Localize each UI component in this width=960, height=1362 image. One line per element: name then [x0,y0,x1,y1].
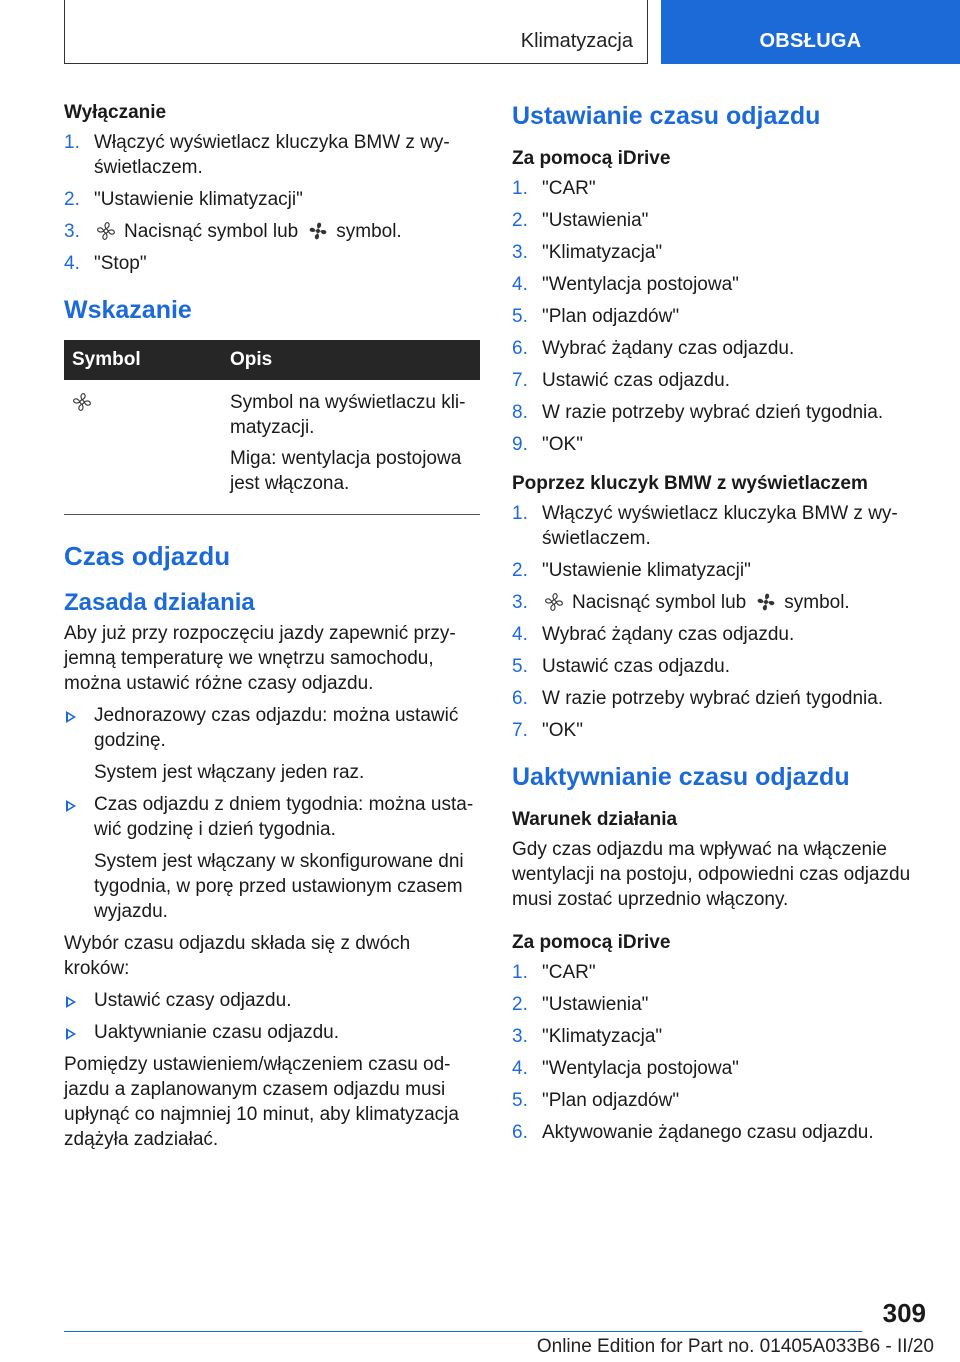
step-text: "Plan odjazdów" [542,306,680,327]
step-text: "OK" [542,720,583,741]
steps-intro: Wybór czasu odjazdu składa się z dwóch kroków: [64,933,411,979]
idrive-activate-steps [512,960,922,1145]
right-column [512,100,922,1152]
list-item [64,988,480,1013]
step-number: 3. [512,1026,528,1047]
list-item [512,432,922,457]
step-number: 5. [512,306,528,327]
step-text: "CAR" [542,962,596,983]
step-text: Wybrać żądany czas odjazdu. [542,624,795,645]
step-text: Wybrać żądany czas odjazdu. [542,338,795,359]
indication-heading: Wskazanie [64,296,192,324]
triangle-bullet-icon [66,711,76,723]
idrive-activate-heading: Za pomocą iDrive [512,932,671,953]
chapter-tab [661,0,960,64]
step-number: 4. [512,274,528,295]
triangle-bullet-icon [66,1028,76,1040]
list-item [512,176,922,201]
key-display-steps [512,501,922,743]
step-text: "Klimatyzacja" [542,1026,663,1047]
list-item [64,219,480,244]
step-text: "Wentylacja postojowa" [542,1058,739,1079]
step-number: 8. [512,402,528,423]
switch-off-steps [64,130,480,276]
symbol-description: Symbol na wyświetlaczu kli- matyzacji. [230,392,466,438]
idrive-heading: Za pomocą iDrive [512,148,671,169]
step-text: "Ustawienie klimatyzacji" [94,189,303,210]
list-item [512,272,922,297]
symbol-cell [64,380,222,515]
ventilation-fan-filled-icon [308,221,328,241]
bullet-text: Czas odjazdu z dniem tygodnia: można usta- wić godzinę i dzień tygodnia. [94,794,474,840]
step-number: 1. [512,962,528,983]
list-item [512,960,922,985]
table-header-row [64,340,480,380]
list-item [512,240,922,265]
list-item [64,1020,480,1045]
step-number: 2. [512,210,528,231]
key-display-heading: Poprzez kluczyk BMW z wyświetlaczem [512,473,868,494]
step-text: "OK" [542,434,583,455]
bullet-subtext: System jest włączany jeden raz. [94,762,365,783]
activate-departure-heading: Uaktywnianie czasu odjazdu [512,763,850,791]
list-item [64,187,480,212]
step-text: W razie potrzeby wybrać dzień tygodnia. [542,402,884,423]
step-number: 3. [512,592,528,613]
symbol-blink-description: Miga: wentylacja postojowa jest włączona. [230,448,462,494]
condition-heading: Warunek działania [512,809,678,830]
list-item [512,1088,922,1113]
step-number: 4. [512,1058,528,1079]
list-item [512,1056,922,1081]
step-text: "Ustawienia" [542,994,649,1015]
list-item [512,1120,922,1145]
bullet-subtext: System jest włączany w skonfigurowane dni tygodnia, w porę przed ustawionym czasem wyjazdu. [94,851,464,922]
step-number: 3. [64,221,80,242]
list-item [512,1024,922,1049]
step-number: 2. [512,560,528,581]
step-text: "Plan odjazdów" [542,1090,680,1111]
step-number: 1. [512,178,528,199]
table-row [64,380,480,515]
step-number: 6. [512,1122,528,1143]
step-number: 1. [64,132,80,153]
departure-type-list [64,703,480,924]
list-item [512,992,922,1017]
step-text: "CAR" [542,178,596,199]
bullet-text: Uaktywnianie czasu odjazdu. [94,1022,340,1043]
step-number: 2. [64,189,80,210]
description-cell [222,380,480,515]
section-title: Klimatyzacja [520,30,633,52]
idrive-steps [512,176,922,457]
step-number: 2. [512,994,528,1015]
two-steps-list [64,988,480,1045]
page-header [0,0,960,66]
step-text: Ustawić czas odjazdu. [542,656,730,677]
step-text: Aktywowanie żądanego czasu odjazdu. [542,1122,874,1143]
step-number: 4. [512,624,528,645]
edition-text: Online Edition for Part no. 01405A033B6 - II/20 [536,1336,934,1357]
list-item [512,336,922,361]
list-item [512,400,922,425]
switch-off-heading: Wyłączanie [64,102,167,123]
set-departure-heading: Ustawianie czasu odjazdu [512,102,821,130]
list-item [512,558,922,583]
step-text: Ustawić czas odjazdu. [542,370,730,391]
step-text: symbol. [336,221,402,242]
list-item [64,792,480,924]
step-text: Włączyć wyświetlacz kluczyka BMW z wy- świetlaczem. [542,503,898,549]
step-text: "Ustawienia" [542,210,649,231]
list-item [512,368,922,393]
step-number: 6. [512,338,528,359]
step-number: 9. [512,434,528,455]
list-item [512,622,922,647]
step-number: 4. [64,253,80,274]
triangle-bullet-icon [66,800,76,812]
list-item [512,718,922,743]
step-number: 6. [512,688,528,709]
ventilation-fan-outline-icon [96,221,116,241]
step-number: 3. [512,242,528,263]
step-text: "Stop" [94,253,147,274]
symbol-table [64,340,480,515]
ventilation-fan-outline-icon [544,592,564,612]
list-item [64,251,480,276]
step-text: Nacisnąć symbol lub [572,592,747,613]
list-item [512,590,922,615]
principle-heading: Zasada działania [64,589,255,616]
left-column [64,100,480,1159]
ventilation-fan-filled-icon [756,592,776,612]
chapter-tab-label: OBSŁUGA [759,30,862,52]
bullet-text: Jednorazowy czas odjazdu: można ustawić godzinę. [94,705,459,751]
step-text: "Klimatyzacja" [542,242,663,263]
table-header-description: Opis [222,340,480,380]
list-item [64,703,480,785]
page-number: 309 [882,1298,926,1328]
condition-text: Gdy czas odjazdu ma wpływać na włączenie wentylacji na postoju, odpowiedni czas odjazdu musi zostać uprzednio włączony. [512,839,911,910]
step-text: Nacisnąć symbol lub [124,221,299,242]
list-item [512,304,922,329]
footer-divider [64,1331,862,1332]
step-text: W razie potrzeby wybrać dzień tygodnia. [542,688,884,709]
triangle-bullet-icon [66,996,76,1008]
table-header-symbol: Symbol [64,340,222,380]
step-text: symbol. [784,592,850,613]
timing-note: Pomiędzy ustawieniem/włączeniem czasu od- jazdu a zaplanowanym czasem odjazdu musi upłynąć co najmniej 10 minut, aby klimatyzacja zdążyła zadziałać. [64,1054,459,1150]
bullet-text: Ustawić czasy odjazdu. [94,990,292,1011]
step-number: 7. [512,370,528,391]
step-number: 7. [512,720,528,741]
list-item [64,130,480,180]
step-text: Włączyć wyświetlacz kluczyka BMW z wy- świetlaczem. [94,132,450,178]
principle-text: Aby już przy rozpoczęciu jazdy zapewnić przy- jemną temperaturę we wnętrzu samochodu, można ustawić różne czasy odjazdu. [64,623,456,694]
ventilation-fan-outline-icon [72,392,92,412]
list-item [512,654,922,679]
step-number: 5. [512,656,528,677]
step-text: "Ustawienie klimatyzacji" [542,560,751,581]
list-item [512,686,922,711]
section-title-box [64,0,648,64]
departure-time-heading: Czas odjazdu [64,541,231,571]
list-item [512,208,922,233]
step-number: 5. [512,1090,528,1111]
step-text: "Wentylacja postojowa" [542,274,739,295]
list-item [512,501,922,551]
step-number: 1. [512,503,528,524]
